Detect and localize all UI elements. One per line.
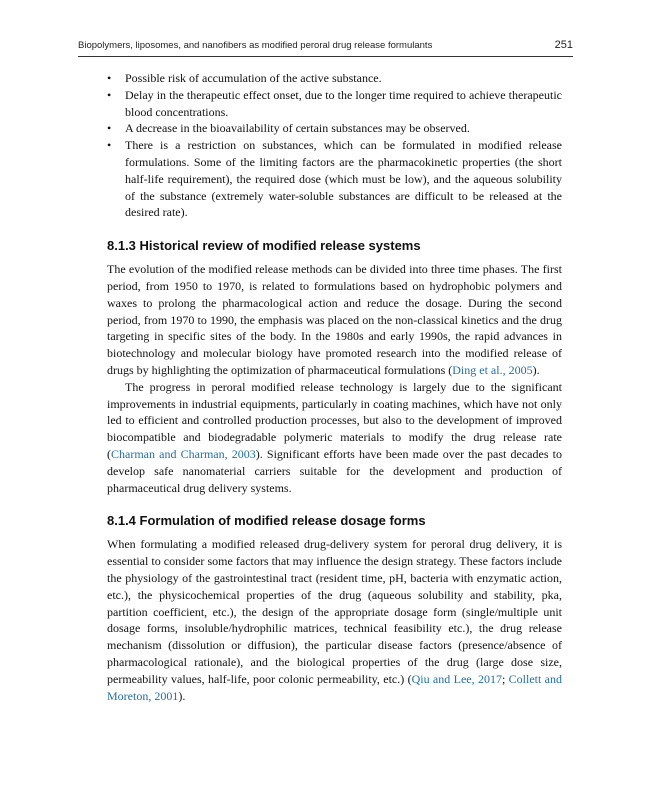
paragraph-text: ). xyxy=(532,362,540,377)
paragraph xyxy=(107,261,562,379)
citation-link[interactable]: Qiu and Lee, 2017 xyxy=(411,671,502,686)
citation-link[interactable]: Collett and Moreton, 2001 xyxy=(107,671,562,703)
paragraph-text: ). xyxy=(178,688,186,703)
paragraph-text: ). Significant efforts have been made over the past decades to develop safe nanomaterial carriers suitable for the development and production of pharmaceutical drug delivery systems. xyxy=(107,446,562,495)
section-heading-8-1-4: 8.1.4 Formulation of modified release dosage forms xyxy=(107,513,426,529)
page-body xyxy=(107,70,562,704)
paragraph-text: The evolution of the modified release methods can be divided into three time phases. The first period, from 1950 to 1970, is related to formulations based on hydrophobic polymers and waxes to prolong the pharmacological action and reduce the dosage. During the second period, from 1970 to 1990, the emphasis was placed on the non-classical kinetics and the drug targeting in specific sites of the body. In the 1980s and early 1990s, the rapid advances in biotechnology and molecular biology have promoted research into the modified release of drugs by highlighting the optimization of pharmaceutical formulations ( xyxy=(107,262,562,377)
running-title: Biopolymers, liposomes, and nanofibers as modified peroral drug release formulants xyxy=(78,40,433,51)
paragraph-text: The progress in peroral modified release technology is largely due to the significant improvements in industrial equipments, particularly in coating machines, which have not only led to efficient and controlled production processes, but also to the development of improved biocompatible and biodegradable polymeric materials to modify the drug release rate ( xyxy=(107,379,562,461)
section-heading-8-1-3: 8.1.3 Historical review of modified release systems xyxy=(107,238,421,254)
citation-separator: ; xyxy=(501,671,509,686)
citation-link[interactable]: Ding et al., 2005 xyxy=(452,362,533,377)
paragraph xyxy=(107,379,562,497)
page-number: 251 xyxy=(554,39,573,51)
paragraph-text: When formulating a modified released drug-delivery system for peroral drug delivery, it is essential to consider some factors that may influence the design strategy. These factors include the physiology of the gastrointestinal tract (resident time, pH, bacteria with enzymatic action, etc.), the physicochemical properties of the drug (aqueous solubility and stability, pka, partition coefficient, etc.), the design of the appropriate dosage form (single/multiple unit dosage forms, insoluble/hydrophilic matrices, technical feasibility etc.), the drug release mechanism (dissolution or diffusion), the particular disease factors (presence/absence of pharmacological rationale), and the biological properties of the drug (large dose size, permeability values, half-life, poor colonic permeability, etc.) ( xyxy=(107,537,562,686)
list-item: • Possible risk of accumulation of the active substance. xyxy=(107,70,562,87)
list-item: • Delay in the therapeutic effect onset, due to the longer time required to achieve therapeutic blood concentrations. xyxy=(107,87,562,121)
limitations-list xyxy=(107,70,562,221)
list-item: • There is a restriction on substances, which can be formulated in modified release formulations. Some of the limiting factors are the pharmacokinetic properties (the short half-life requirement), the required dose (which must be low), and the aqueous solubility of the substance (extremely water-soluble substances are difficult to be released at the desired rate). xyxy=(107,137,562,221)
citation-link[interactable]: Charman and Charman, 2003 xyxy=(111,446,256,461)
paragraph xyxy=(107,536,562,704)
list-item: • A decrease in the bioavailability of certain substances may be observed. xyxy=(107,120,562,137)
header-rule xyxy=(78,56,573,57)
